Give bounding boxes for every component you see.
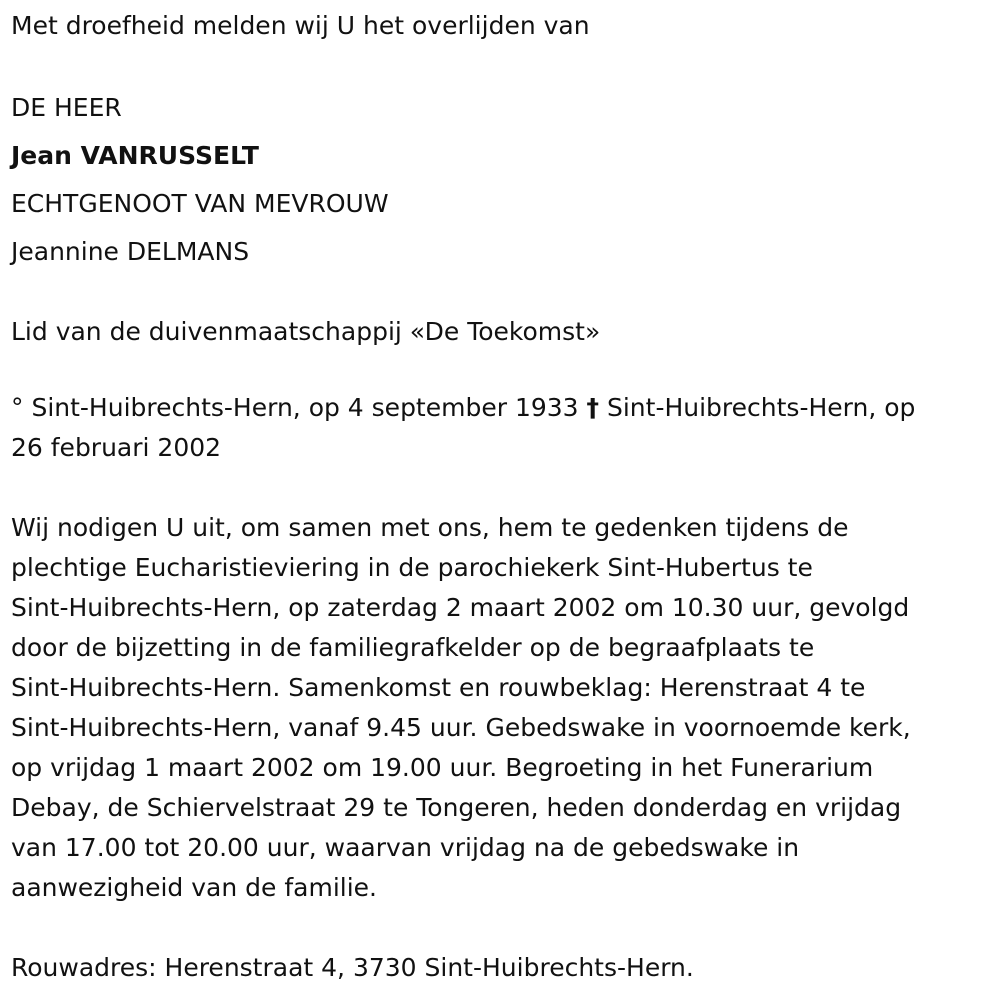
cross-icon: † (586, 393, 600, 422)
spacer (11, 52, 986, 84)
spouse-label: ECHTGENOOT VAN MEVROUW (11, 189, 389, 218)
spacer (11, 908, 986, 948)
birth-text: ° Sint-Huibrechts-Hern, op 4 september 1933 (11, 393, 579, 422)
obituary-notice (11, 0, 986, 988)
invitation-line: Sint-Huibrechts-Hern. Samenkomst en rouwbeklag: Herenstraat 4 te (11, 673, 866, 702)
invitation-line: Wij nodigen U uit, om samen met ons, hem te gedenken tijdens de (11, 513, 849, 542)
spouse-name: Jeannine DELMANS (11, 237, 250, 266)
invitation-line: van 17.00 tot 20.00 uur, waarvan vrijdag na de gebedswake in (11, 833, 800, 862)
deceased-title: DE HEER (11, 93, 122, 122)
spacer (11, 356, 986, 388)
death-date: 26 februari 2002 (11, 433, 222, 462)
invitation-line: Sint-Huibrechts-Hern, vanaf 9.45 uur. Gebedswake in voornoemde kerk, (11, 713, 911, 742)
invitation-line: Debay, de Schiervelstraat 29 te Tongeren, heden donderdag en vrijdag (11, 793, 902, 822)
invitation-line: door de bijzetting in de familiegrafkelder op de begraafplaats te (11, 633, 815, 662)
deceased-name: Jean VANRUSSELT (11, 141, 259, 170)
spacer (11, 468, 986, 508)
invitation-line: plechtige Eucharistieviering in de parochiekerk Sint-Hubertus te (11, 553, 813, 582)
invitation-paragraph (11, 508, 986, 908)
invitation-line: aanwezigheid van de familie. (11, 873, 377, 902)
membership-text: Lid van de duivenmaatschappij «De Toekomst» (11, 317, 601, 346)
spacer (11, 276, 986, 308)
death-text: Sint-Huibrechts-Hern, op (606, 393, 916, 422)
mourning-address: Rouwadres: Herenstraat 4, 3730 Sint-Huibrechts-Hern. (11, 953, 694, 982)
intro-text: Met droefheid melden wij U het overlijden van (11, 11, 590, 40)
invitation-line: Sint-Huibrechts-Hern, op zaterdag 2 maart 2002 om 10.30 uur, gevolgd (11, 593, 910, 622)
birth-death-dates (11, 388, 986, 468)
invitation-line: op vrijdag 1 maart 2002 om 19.00 uur. Begroeting in het Funerarium (11, 753, 874, 782)
